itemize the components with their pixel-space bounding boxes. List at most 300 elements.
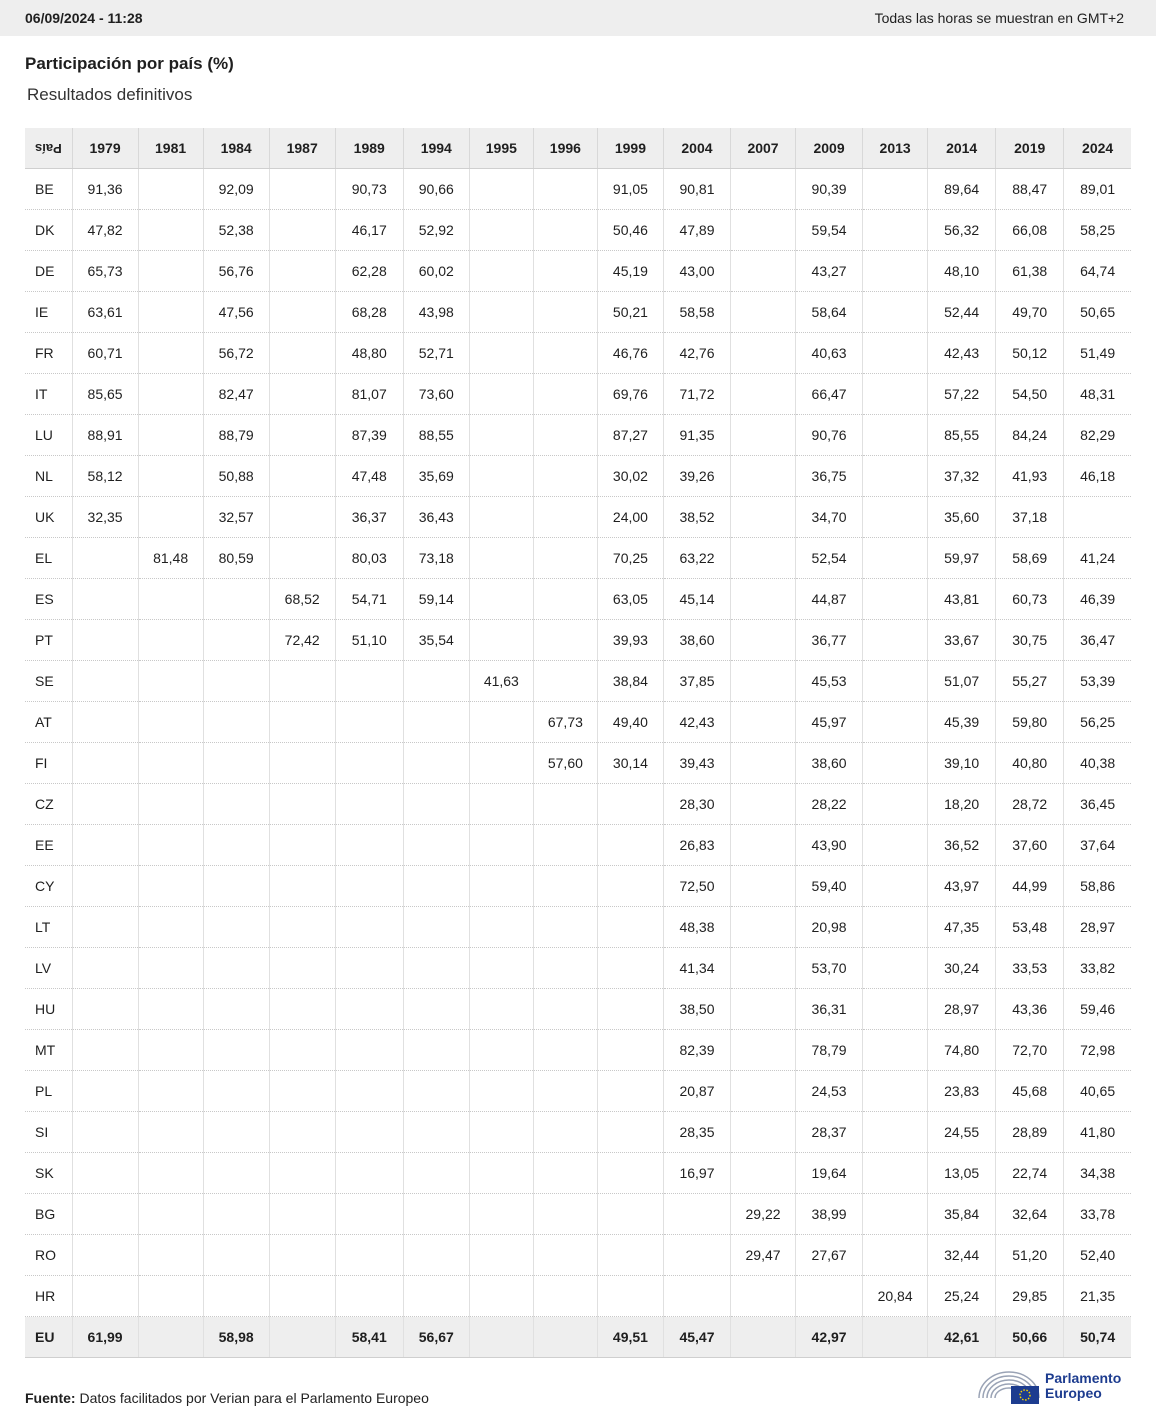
turnout-cell	[403, 1112, 469, 1153]
turnout-cell	[863, 866, 928, 907]
turnout-cell	[533, 251, 597, 292]
turnout-cell	[731, 948, 796, 989]
turnout-cell	[597, 907, 663, 948]
turnout-cell: 91,05	[597, 169, 663, 210]
turnout-cell: 46,18	[1064, 456, 1131, 497]
turnout-cell	[863, 948, 928, 989]
turnout-cell: 36,37	[335, 497, 403, 538]
table-row	[25, 169, 1131, 210]
country-code-cell: HR	[25, 1276, 72, 1317]
turnout-cell: 72,42	[269, 620, 335, 661]
top-bar	[0, 0, 1156, 36]
turnout-cell: 28,37	[796, 1112, 863, 1153]
turnout-cell: 41,93	[996, 456, 1064, 497]
turnout-cell	[469, 251, 533, 292]
turnout-cell: 51,07	[928, 661, 996, 702]
turnout-cell	[269, 1276, 335, 1317]
turnout-cell: 69,76	[597, 374, 663, 415]
turnout-cell: 36,52	[928, 825, 996, 866]
turnout-cell	[269, 374, 335, 415]
year-column-header[interactable]: 2009	[796, 128, 863, 169]
turnout-cell	[863, 579, 928, 620]
turnout-cell: 46,39	[1064, 579, 1131, 620]
turnout-cell	[403, 825, 469, 866]
turnout-cell: 39,10	[928, 743, 996, 784]
turnout-cell: 42,61	[928, 1317, 996, 1358]
turnout-cell: 35,54	[403, 620, 469, 661]
turnout-cell: 65,73	[72, 251, 138, 292]
turnout-cell	[663, 1194, 730, 1235]
year-column-header[interactable]: 1981	[138, 128, 203, 169]
turnout-cell	[269, 702, 335, 743]
country-code-cell: ES	[25, 579, 72, 620]
turnout-cell: 58,69	[996, 538, 1064, 579]
turnout-cell	[138, 1030, 203, 1071]
turnout-cell	[533, 866, 597, 907]
turnout-cell	[138, 702, 203, 743]
turnout-cell	[863, 907, 928, 948]
country-code-cell: SK	[25, 1153, 72, 1194]
turnout-cell: 74,80	[928, 1030, 996, 1071]
turnout-cell	[335, 1235, 403, 1276]
turnout-cell: 21,35	[1064, 1276, 1131, 1317]
turnout-cell: 66,08	[996, 210, 1064, 251]
turnout-cell: 36,75	[796, 456, 863, 497]
turnout-cell: 50,66	[996, 1317, 1064, 1358]
turnout-cell	[597, 1153, 663, 1194]
turnout-cell: 24,53	[796, 1071, 863, 1112]
turnout-cell: 50,12	[996, 333, 1064, 374]
turnout-cell	[533, 292, 597, 333]
turnout-cell	[203, 579, 269, 620]
turnout-cell: 36,47	[1064, 620, 1131, 661]
turnout-cell: 45,53	[796, 661, 863, 702]
turnout-cell	[731, 415, 796, 456]
turnout-cell	[72, 1153, 138, 1194]
turnout-cell: 85,55	[928, 415, 996, 456]
turnout-cell: 35,84	[928, 1194, 996, 1235]
turnout-cell	[269, 1235, 335, 1276]
turnout-cell	[72, 579, 138, 620]
turnout-cell	[533, 1194, 597, 1235]
turnout-cell: 60,71	[72, 333, 138, 374]
turnout-cell	[863, 415, 928, 456]
turnout-cell: 81,48	[138, 538, 203, 579]
source-note	[25, 1390, 429, 1406]
turnout-cell: 43,00	[663, 251, 730, 292]
turnout-cell	[269, 661, 335, 702]
turnout-cell	[335, 1112, 403, 1153]
turnout-cell: 90,81	[663, 169, 730, 210]
turnout-cell	[138, 1071, 203, 1112]
table-row	[25, 948, 1131, 989]
turnout-cell	[533, 497, 597, 538]
turnout-cell	[597, 1194, 663, 1235]
turnout-cell	[403, 743, 469, 784]
eu-total-row	[25, 1317, 1131, 1358]
turnout-cell	[731, 497, 796, 538]
turnout-cell: 28,97	[928, 989, 996, 1030]
turnout-cell	[863, 1071, 928, 1112]
turnout-cell: 59,54	[796, 210, 863, 251]
country-code-cell: AT	[25, 702, 72, 743]
turnout-cell: 59,14	[403, 579, 469, 620]
turnout-cell: 91,36	[72, 169, 138, 210]
turnout-cell: 30,24	[928, 948, 996, 989]
turnout-cell: 37,18	[996, 497, 1064, 538]
turnout-cell: 88,91	[72, 415, 138, 456]
turnout-cell	[269, 1071, 335, 1112]
year-column-header[interactable]: 1979	[72, 128, 138, 169]
turnout-cell	[269, 743, 335, 784]
turnout-cell: 43,98	[403, 292, 469, 333]
turnout-cell: 45,14	[663, 579, 730, 620]
country-code-cell: NL	[25, 456, 72, 497]
turnout-cell	[863, 1112, 928, 1153]
turnout-cell: 24,00	[597, 497, 663, 538]
turnout-cell	[72, 538, 138, 579]
turnout-cell: 41,80	[1064, 1112, 1131, 1153]
turnout-cell	[138, 620, 203, 661]
turnout-cell	[269, 1112, 335, 1153]
country-column-header[interactable]: País	[25, 128, 72, 169]
turnout-cell	[863, 374, 928, 415]
year-column-header[interactable]: 2013	[863, 128, 928, 169]
turnout-cell: 54,71	[335, 579, 403, 620]
turnout-cell: 40,80	[996, 743, 1064, 784]
turnout-cell: 28,89	[996, 1112, 1064, 1153]
turnout-cell	[597, 1071, 663, 1112]
country-code-cell: FI	[25, 743, 72, 784]
turnout-cell	[269, 415, 335, 456]
turnout-cell	[469, 1317, 533, 1358]
country-code-cell: BE	[25, 169, 72, 210]
turnout-cell	[269, 825, 335, 866]
turnout-cell: 25,24	[928, 1276, 996, 1317]
turnout-cell	[731, 1071, 796, 1112]
turnout-cell	[533, 579, 597, 620]
table-body	[25, 169, 1131, 1358]
turnout-cell	[138, 1235, 203, 1276]
turnout-cell: 36,45	[1064, 784, 1131, 825]
turnout-cell	[469, 948, 533, 989]
turnout-cell: 55,27	[996, 661, 1064, 702]
turnout-cell	[731, 333, 796, 374]
year-column-header[interactable]: 2004	[663, 128, 730, 169]
turnout-cell	[533, 538, 597, 579]
turnout-cell: 24,55	[928, 1112, 996, 1153]
turnout-cell: 20,98	[796, 907, 863, 948]
turnout-cell: 29,85	[996, 1276, 1064, 1317]
turnout-cell: 26,83	[663, 825, 730, 866]
turnout-cell	[469, 1153, 533, 1194]
table-row	[25, 1276, 1131, 1317]
turnout-cell: 52,54	[796, 538, 863, 579]
table-row	[25, 579, 1131, 620]
turnout-cell	[533, 374, 597, 415]
turnout-cell: 91,35	[663, 415, 730, 456]
turnout-cell: 28,30	[663, 784, 730, 825]
turnout-cell: 88,79	[203, 415, 269, 456]
country-code-cell: PL	[25, 1071, 72, 1112]
turnout-cell	[72, 1194, 138, 1235]
turnout-cell: 70,25	[597, 538, 663, 579]
turnout-cell	[469, 866, 533, 907]
turnout-cell	[203, 702, 269, 743]
turnout-cell: 52,71	[403, 333, 469, 374]
turnout-cell: 48,10	[928, 251, 996, 292]
turnout-cell	[731, 907, 796, 948]
turnout-cell	[335, 1276, 403, 1317]
turnout-cell: 52,40	[1064, 1235, 1131, 1276]
turnout-cell	[269, 784, 335, 825]
turnout-cell: 68,28	[335, 292, 403, 333]
turnout-cell	[533, 1276, 597, 1317]
turnout-cell	[533, 948, 597, 989]
turnout-cell: 90,39	[796, 169, 863, 210]
turnout-cell	[533, 1112, 597, 1153]
turnout-cell	[469, 456, 533, 497]
turnout-cell	[731, 538, 796, 579]
turnout-cell: 28,97	[1064, 907, 1131, 948]
table-row	[25, 661, 1131, 702]
turnout-cell: 32,57	[203, 497, 269, 538]
turnout-cell	[72, 743, 138, 784]
turnout-cell: 39,26	[663, 456, 730, 497]
table-row	[25, 1153, 1131, 1194]
turnout-cell	[863, 661, 928, 702]
turnout-cell	[138, 825, 203, 866]
turnout-cell: 18,20	[928, 784, 996, 825]
turnout-cell	[533, 784, 597, 825]
turnout-cell: 52,92	[403, 210, 469, 251]
turnout-cell	[269, 333, 335, 374]
source-label: Fuente:	[25, 1390, 76, 1406]
turnout-cell: 40,63	[796, 333, 863, 374]
turnout-cell: 73,60	[403, 374, 469, 415]
turnout-cell: 82,29	[1064, 415, 1131, 456]
turnout-cell	[597, 784, 663, 825]
turnout-cell	[469, 169, 533, 210]
turnout-cell	[731, 989, 796, 1030]
turnout-cell	[138, 661, 203, 702]
turnout-cell	[72, 907, 138, 948]
turnout-cell	[533, 415, 597, 456]
turnout-cell	[533, 1030, 597, 1071]
year-column-header[interactable]: 1995	[469, 128, 533, 169]
turnout-cell	[72, 866, 138, 907]
turnout-cell	[138, 989, 203, 1030]
turnout-cell	[731, 1030, 796, 1071]
turnout-cell	[731, 251, 796, 292]
year-column-header[interactable]: 2007	[731, 128, 796, 169]
turnout-cell	[403, 866, 469, 907]
turnout-cell: 29,22	[731, 1194, 796, 1235]
turnout-cell	[597, 1030, 663, 1071]
turnout-cell	[469, 1112, 533, 1153]
turnout-cell	[863, 333, 928, 374]
turnout-cell	[72, 1071, 138, 1112]
turnout-cell: 29,47	[731, 1235, 796, 1276]
turnout-cell: 37,64	[1064, 825, 1131, 866]
turnout-cell	[138, 456, 203, 497]
table-row	[25, 210, 1131, 251]
year-column-header[interactable]: 2019	[996, 128, 1064, 169]
turnout-cell: 43,81	[928, 579, 996, 620]
turnout-cell: 57,22	[928, 374, 996, 415]
turnout-cell	[469, 1276, 533, 1317]
turnout-cell	[533, 661, 597, 702]
turnout-cell	[335, 743, 403, 784]
turnout-cell	[138, 210, 203, 251]
page-title: Participación por país (%)	[25, 54, 234, 73]
year-column-header[interactable]: 1996	[533, 128, 597, 169]
turnout-cell	[469, 579, 533, 620]
turnout-cell: 33,78	[1064, 1194, 1131, 1235]
turnout-cell: 64,74	[1064, 251, 1131, 292]
turnout-cell: 53,48	[996, 907, 1064, 948]
turnout-cell	[138, 1276, 203, 1317]
turnout-cell: 59,97	[928, 538, 996, 579]
turnout-cell: 44,99	[996, 866, 1064, 907]
turnout-cell	[863, 825, 928, 866]
turnout-cell: 72,70	[996, 1030, 1064, 1071]
year-column-header[interactable]: 2024	[1064, 128, 1131, 169]
turnout-cell	[403, 661, 469, 702]
turnout-cell: 72,50	[663, 866, 730, 907]
country-code-cell: FR	[25, 333, 72, 374]
turnout-cell	[403, 1235, 469, 1276]
turnout-cell	[203, 661, 269, 702]
turnout-cell	[138, 292, 203, 333]
turnout-cell: 30,02	[597, 456, 663, 497]
turnout-cell: 63,22	[663, 538, 730, 579]
year-column-header[interactable]: 1984	[203, 128, 269, 169]
turnout-cell: 45,47	[663, 1317, 730, 1358]
turnout-cell: 27,67	[796, 1235, 863, 1276]
turnout-cell: 38,60	[796, 743, 863, 784]
turnout-cell	[731, 210, 796, 251]
turnout-cell	[269, 538, 335, 579]
turnout-cell: 41,24	[1064, 538, 1131, 579]
turnout-cell: 28,22	[796, 784, 863, 825]
turnout-cell: 45,68	[996, 1071, 1064, 1112]
year-column-header[interactable]: 1987	[269, 128, 335, 169]
country-code-cell: CY	[25, 866, 72, 907]
turnout-cell	[203, 1194, 269, 1235]
turnout-cell	[533, 333, 597, 374]
turnout-cell	[863, 989, 928, 1030]
turnout-cell	[269, 456, 335, 497]
turnout-cell	[731, 784, 796, 825]
turnout-cell: 45,39	[928, 702, 996, 743]
european-parliament-logo	[977, 1366, 1137, 1406]
turnout-cell: 39,43	[663, 743, 730, 784]
turnout-cell: 87,27	[597, 415, 663, 456]
turnout-cell: 92,09	[203, 169, 269, 210]
turnout-cell	[731, 169, 796, 210]
country-code-cell: LT	[25, 907, 72, 948]
turnout-cell: 38,50	[663, 989, 730, 1030]
turnout-cell: 32,35	[72, 497, 138, 538]
country-code-cell: LU	[25, 415, 72, 456]
turnout-cell	[863, 169, 928, 210]
turnout-cell	[469, 210, 533, 251]
turnout-cell	[269, 169, 335, 210]
turnout-cell	[203, 1030, 269, 1071]
year-column-header[interactable]: 1999	[597, 128, 663, 169]
turnout-cell: 34,70	[796, 497, 863, 538]
turnout-cell	[403, 702, 469, 743]
logo-line-2: Europeo	[1045, 1385, 1102, 1401]
turnout-cell: 32,44	[928, 1235, 996, 1276]
turnout-cell	[138, 251, 203, 292]
turnout-cell	[469, 743, 533, 784]
turnout-cell: 58,86	[1064, 866, 1131, 907]
turnout-cell: 61,99	[72, 1317, 138, 1358]
country-code-cell: SI	[25, 1112, 72, 1153]
turnout-cell	[138, 948, 203, 989]
turnout-cell	[335, 1194, 403, 1235]
turnout-cell: 38,60	[663, 620, 730, 661]
turnout-cell	[138, 374, 203, 415]
table-row	[25, 251, 1131, 292]
turnout-cell	[203, 948, 269, 989]
turnout-cell: 47,35	[928, 907, 996, 948]
turnout-cell	[269, 948, 335, 989]
turnout-cell	[533, 169, 597, 210]
turnout-cell: 37,32	[928, 456, 996, 497]
turnout-cell: 46,76	[597, 333, 663, 374]
country-code-cell: CZ	[25, 784, 72, 825]
turnout-cell	[863, 292, 928, 333]
turnout-cell	[469, 1030, 533, 1071]
turnout-cell	[731, 579, 796, 620]
turnout-cell: 22,74	[996, 1153, 1064, 1194]
turnout-cell	[203, 1276, 269, 1317]
turnout-cell: 71,72	[663, 374, 730, 415]
turnout-cell: 47,56	[203, 292, 269, 333]
turnout-cell: 59,46	[1064, 989, 1131, 1030]
turnout-cell: 37,60	[996, 825, 1064, 866]
turnout-cell: 40,38	[1064, 743, 1131, 784]
table-row	[25, 989, 1131, 1030]
turnout-cell	[863, 784, 928, 825]
country-code-cell: EE	[25, 825, 72, 866]
turnout-cell: 20,87	[663, 1071, 730, 1112]
turnout-cell: 49,51	[597, 1317, 663, 1358]
year-column-header[interactable]: 2014	[928, 128, 996, 169]
turnout-cell: 59,80	[996, 702, 1064, 743]
turnout-cell: 90,66	[403, 169, 469, 210]
turnout-cell: 43,97	[928, 866, 996, 907]
turnout-cell: 45,97	[796, 702, 863, 743]
turnout-cell	[533, 456, 597, 497]
turnout-cell: 63,61	[72, 292, 138, 333]
table-row	[25, 1030, 1131, 1071]
turnout-cell	[469, 620, 533, 661]
turnout-cell	[533, 989, 597, 1030]
turnout-cell	[731, 825, 796, 866]
turnout-cell: 43,90	[796, 825, 863, 866]
turnout-cell	[731, 374, 796, 415]
turnout-cell	[269, 1030, 335, 1071]
year-column-header[interactable]: 1989	[335, 128, 403, 169]
country-code-cell: BG	[25, 1194, 72, 1235]
year-column-header[interactable]: 1994	[403, 128, 469, 169]
turnout-cell	[469, 907, 533, 948]
turnout-cell: 47,89	[663, 210, 730, 251]
